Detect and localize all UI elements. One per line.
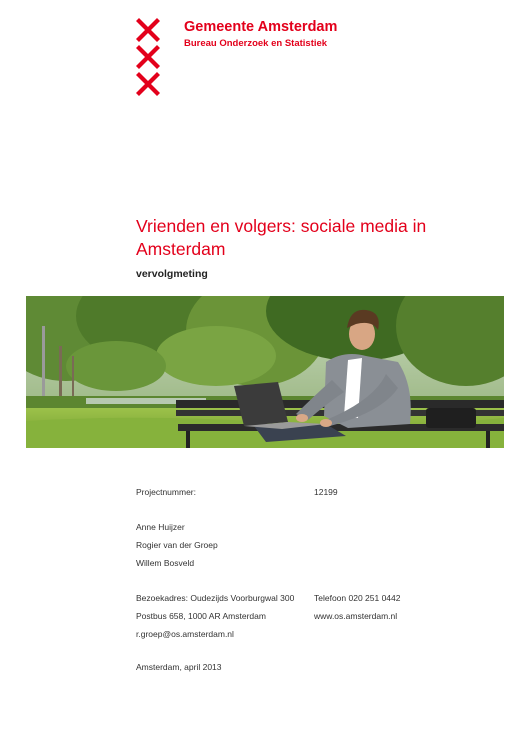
postal-address: Postbus 658, 1000 AR Amsterdam (136, 611, 266, 621)
phone-number: Telefoon 020 251 0442 (314, 593, 401, 603)
organization-name: Gemeente Amsterdam (184, 19, 338, 35)
website-link[interactable]: www.os.amsterdam.nl (314, 611, 398, 621)
email-link[interactable]: r.groep@os.amsterdam.nl (136, 629, 234, 639)
cross-icon (136, 45, 160, 69)
park-laptop-illustration (26, 296, 504, 448)
amsterdam-crosses-logo (136, 18, 160, 99)
cross-icon (136, 72, 160, 96)
report-subtitle: vervolgmeting (136, 268, 208, 280)
department-name: Bureau Onderzoek en Statistiek (184, 38, 328, 49)
place-and-date: Amsterdam, april 2013 (136, 662, 222, 672)
author-name: Anne Huijzer (136, 522, 185, 532)
report-title: Vrienden en volgers: sociale media in Amsterdam (136, 216, 427, 259)
visit-address: Bezoekadres: Oudezijds Voorburgwal 300 (136, 593, 295, 603)
author-name: Willem Bosveld (136, 558, 195, 568)
cross-icon (136, 18, 160, 42)
author-name: Rogier van der Groep (136, 540, 218, 550)
project-number-value: 12199 (314, 487, 338, 497)
project-number-label: Projectnummer: (136, 487, 196, 497)
cover-photo (26, 296, 504, 448)
